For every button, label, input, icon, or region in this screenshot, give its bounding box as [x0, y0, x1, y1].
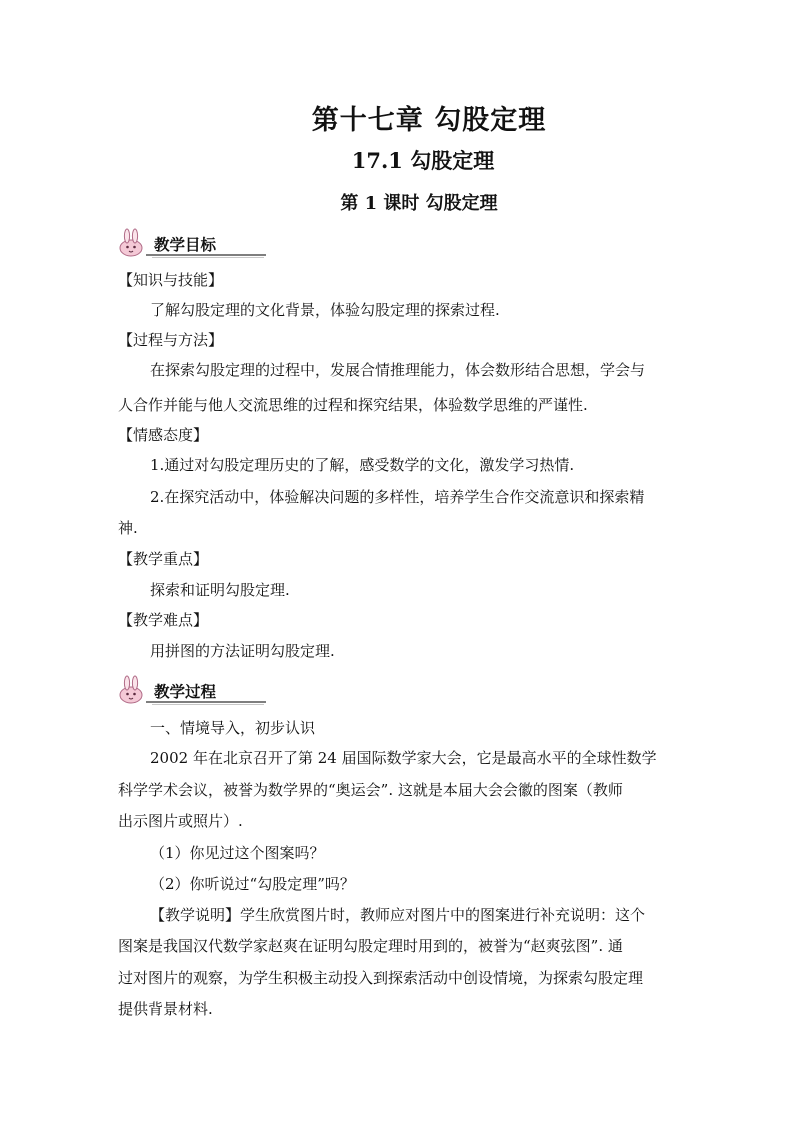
question: （2）你听说过“勾股定理”吗？: [150, 875, 355, 893]
paragraph: 在探索勾股定理的过程中，发展合情推理能力，体会数形结合思想，学会与: [150, 361, 646, 379]
bunny-icon: [116, 228, 146, 258]
question: （1）你见过这个图案吗？: [150, 844, 325, 862]
divider: [146, 701, 266, 703]
paragraph: 探索和证明勾股定理.: [150, 581, 290, 599]
step-heading: 一、情境导入，初步认识: [150, 719, 316, 737]
heading-key-point: 【教学重点】: [118, 550, 209, 568]
divider: [152, 257, 264, 258]
heading-process: 【过程与方法】: [118, 331, 224, 349]
lesson-title: 第 1 课时 勾股定理: [340, 193, 498, 214]
chapter-title: 第十七章 勾股定理: [311, 105, 547, 136]
paragraph: 用拼图的方法证明勾股定理.: [150, 642, 335, 660]
divider: [152, 704, 264, 705]
section-label: 教学过程: [154, 683, 217, 701]
paragraph: 提供背景材料.: [118, 1000, 213, 1018]
teaching-note: 【教学说明】学生欣赏图片时，教师应对图片中的图案进行补充说明：这个: [150, 906, 646, 924]
paragraph: 出示图片或照片）.: [118, 812, 243, 830]
paragraph: 图案是我国汉代数学家赵爽在证明勾股定理时用到的，被誉为“赵爽弦图”. 通: [118, 937, 623, 955]
bunny-icon: [116, 675, 146, 705]
section-header-process: [116, 675, 276, 705]
section-label: 教学目标: [154, 236, 217, 254]
paragraph: 2.在探究活动中，体验解决问题的多样性，培养学生合作交流意识和探索精: [150, 488, 645, 506]
heading-difficulty: 【教学难点】: [118, 611, 209, 629]
heading-knowledge: 【知识与技能】: [118, 271, 224, 289]
paragraph: 科学学术会议，被誉为数学界的“奥运会”. 这就是本届大会会徽的图案（教师: [118, 781, 623, 799]
paragraph: 过对图片的观察，为学生积极主动投入到探索活动中创设情境，为探索勾股定理: [118, 969, 644, 987]
paragraph: 2002 年在北京召开了第 24 届国际数学家大会，它是最高水平的全球性数学: [150, 749, 657, 767]
section-header-objectives: [116, 228, 276, 258]
paragraph: 1.通过对勾股定理历史的了解，感受数学的文化，激发学习热情.: [150, 456, 575, 474]
paragraph: 神.: [118, 519, 138, 537]
heading-emotion: 【情感态度】: [118, 426, 209, 444]
divider: [146, 254, 266, 256]
paragraph: 人合作并能与他人交流思维的过程和探究结果，体验数学思维的严谨性.: [118, 396, 588, 414]
section-title: 17.1 勾股定理: [351, 148, 495, 173]
paragraph: 了解勾股定理的文化背景，体验勾股定理的探索过程.: [150, 301, 500, 319]
